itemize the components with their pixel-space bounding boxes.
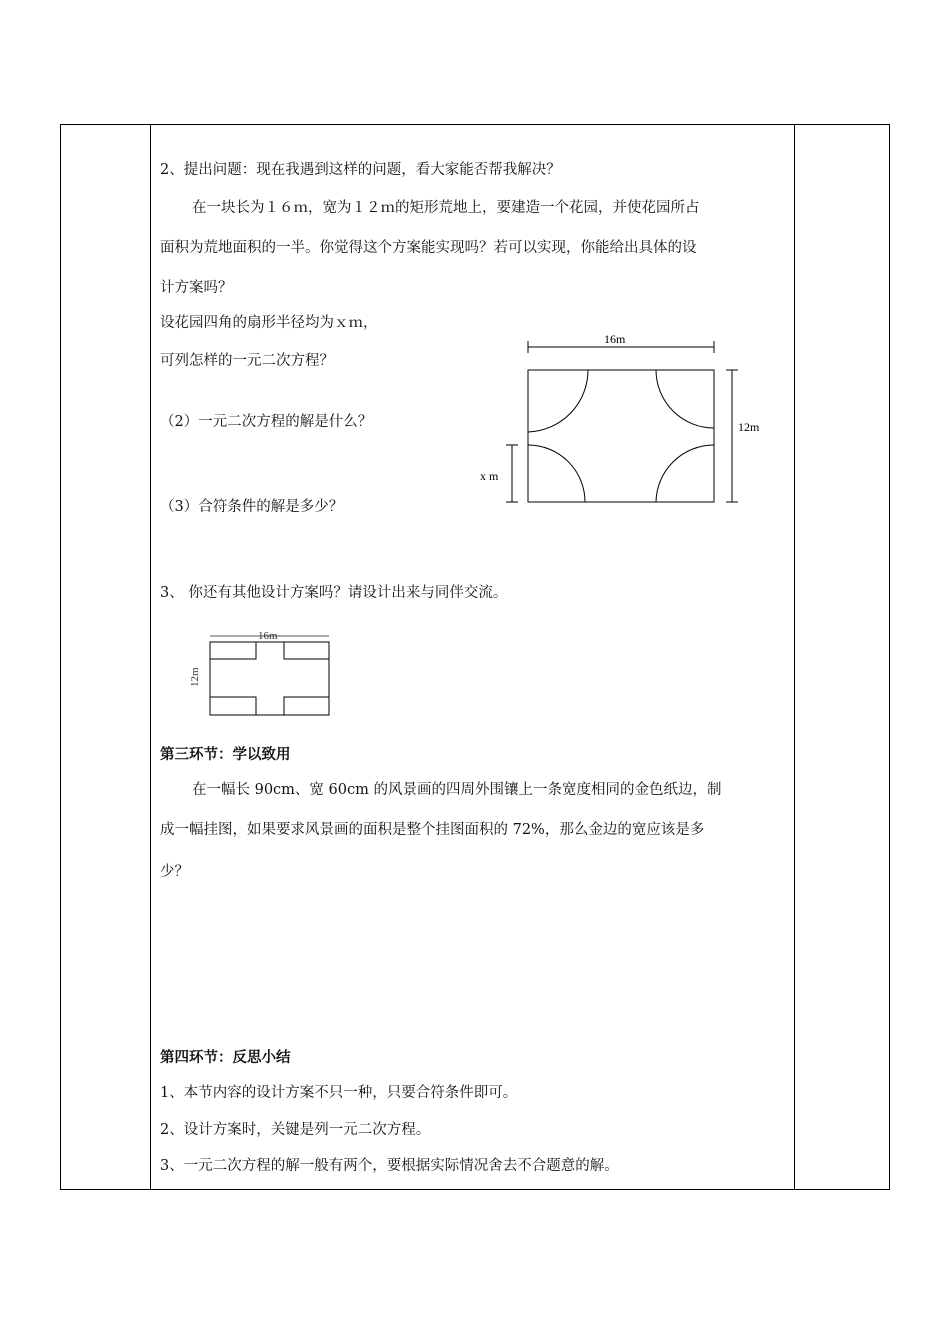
problem-line-3: 计方案吗？: [160, 280, 233, 296]
width-dimension: [726, 370, 738, 502]
garden-figure-2: [182, 625, 342, 725]
radius-label: x m: [480, 469, 499, 483]
garden-figure-1: [470, 325, 770, 515]
setup-text: 设花园四角的扇形半径均为ｘｍ，: [160, 315, 378, 331]
problem-line-2: 面积为荒地面积的一半。你觉得这个方案能实现吗？若可以实现，你能给出具体的设: [160, 240, 697, 256]
section2-title: 2、提出问题：现在我遇到这样的问题，看大家能否帮我解决？: [160, 162, 561, 178]
part3-line-3: 少？: [160, 864, 189, 880]
summary-item-2: 2、设计方案时，关键是列一元二次方程。: [160, 1122, 431, 1138]
length-label: 16m: [604, 332, 626, 346]
part3-line-1: 在一幅长 90cm、宽 60cm 的风景画的四周外围镶上一条宽度相同的金色纸边，制: [192, 782, 722, 798]
part3-line-2: 成一幅挂图，如果要求风景画的面积是整个挂图面积的 72%，那么金边的宽应该是多: [160, 822, 705, 838]
summary-item-1: 1、本节内容的设计方案不只一种，只要合符条件即可。: [160, 1085, 518, 1101]
length-label-2: 16m: [258, 630, 278, 642]
table-divider-right: [794, 124, 795, 1190]
land-rectangle: [528, 370, 714, 502]
question-3: （3）合符条件的解是多少？: [160, 499, 344, 515]
question-1: 可列怎样的一元二次方程？: [160, 353, 334, 369]
width-label: 12m: [738, 420, 760, 434]
radius-dimension: [506, 445, 518, 502]
table-divider-left: [150, 124, 151, 1190]
part3-heading: 第三环节：学以致用: [160, 747, 291, 763]
summary-item-3: 3、一元二次方程的解一般有两个，要根据实际情况舍去不合题意的解。: [160, 1158, 619, 1174]
land-rectangle-2: [210, 642, 329, 715]
cross-garden: [210, 642, 329, 715]
part4-heading: 第四环节：反思小结: [160, 1050, 291, 1066]
question-2: （2）一元二次方程的解是什么？: [160, 414, 373, 430]
section3-title: 3、 你还有其他设计方案吗？请设计出来与同伴交流。: [160, 585, 508, 601]
width-label-2: 12m: [189, 667, 201, 687]
corner-sectors: [528, 370, 714, 502]
problem-line-1: 在一块长为１６ｍ，宽为１２ｍ的矩形荒地上，要建造一个花园，并使花园所占: [192, 200, 700, 216]
